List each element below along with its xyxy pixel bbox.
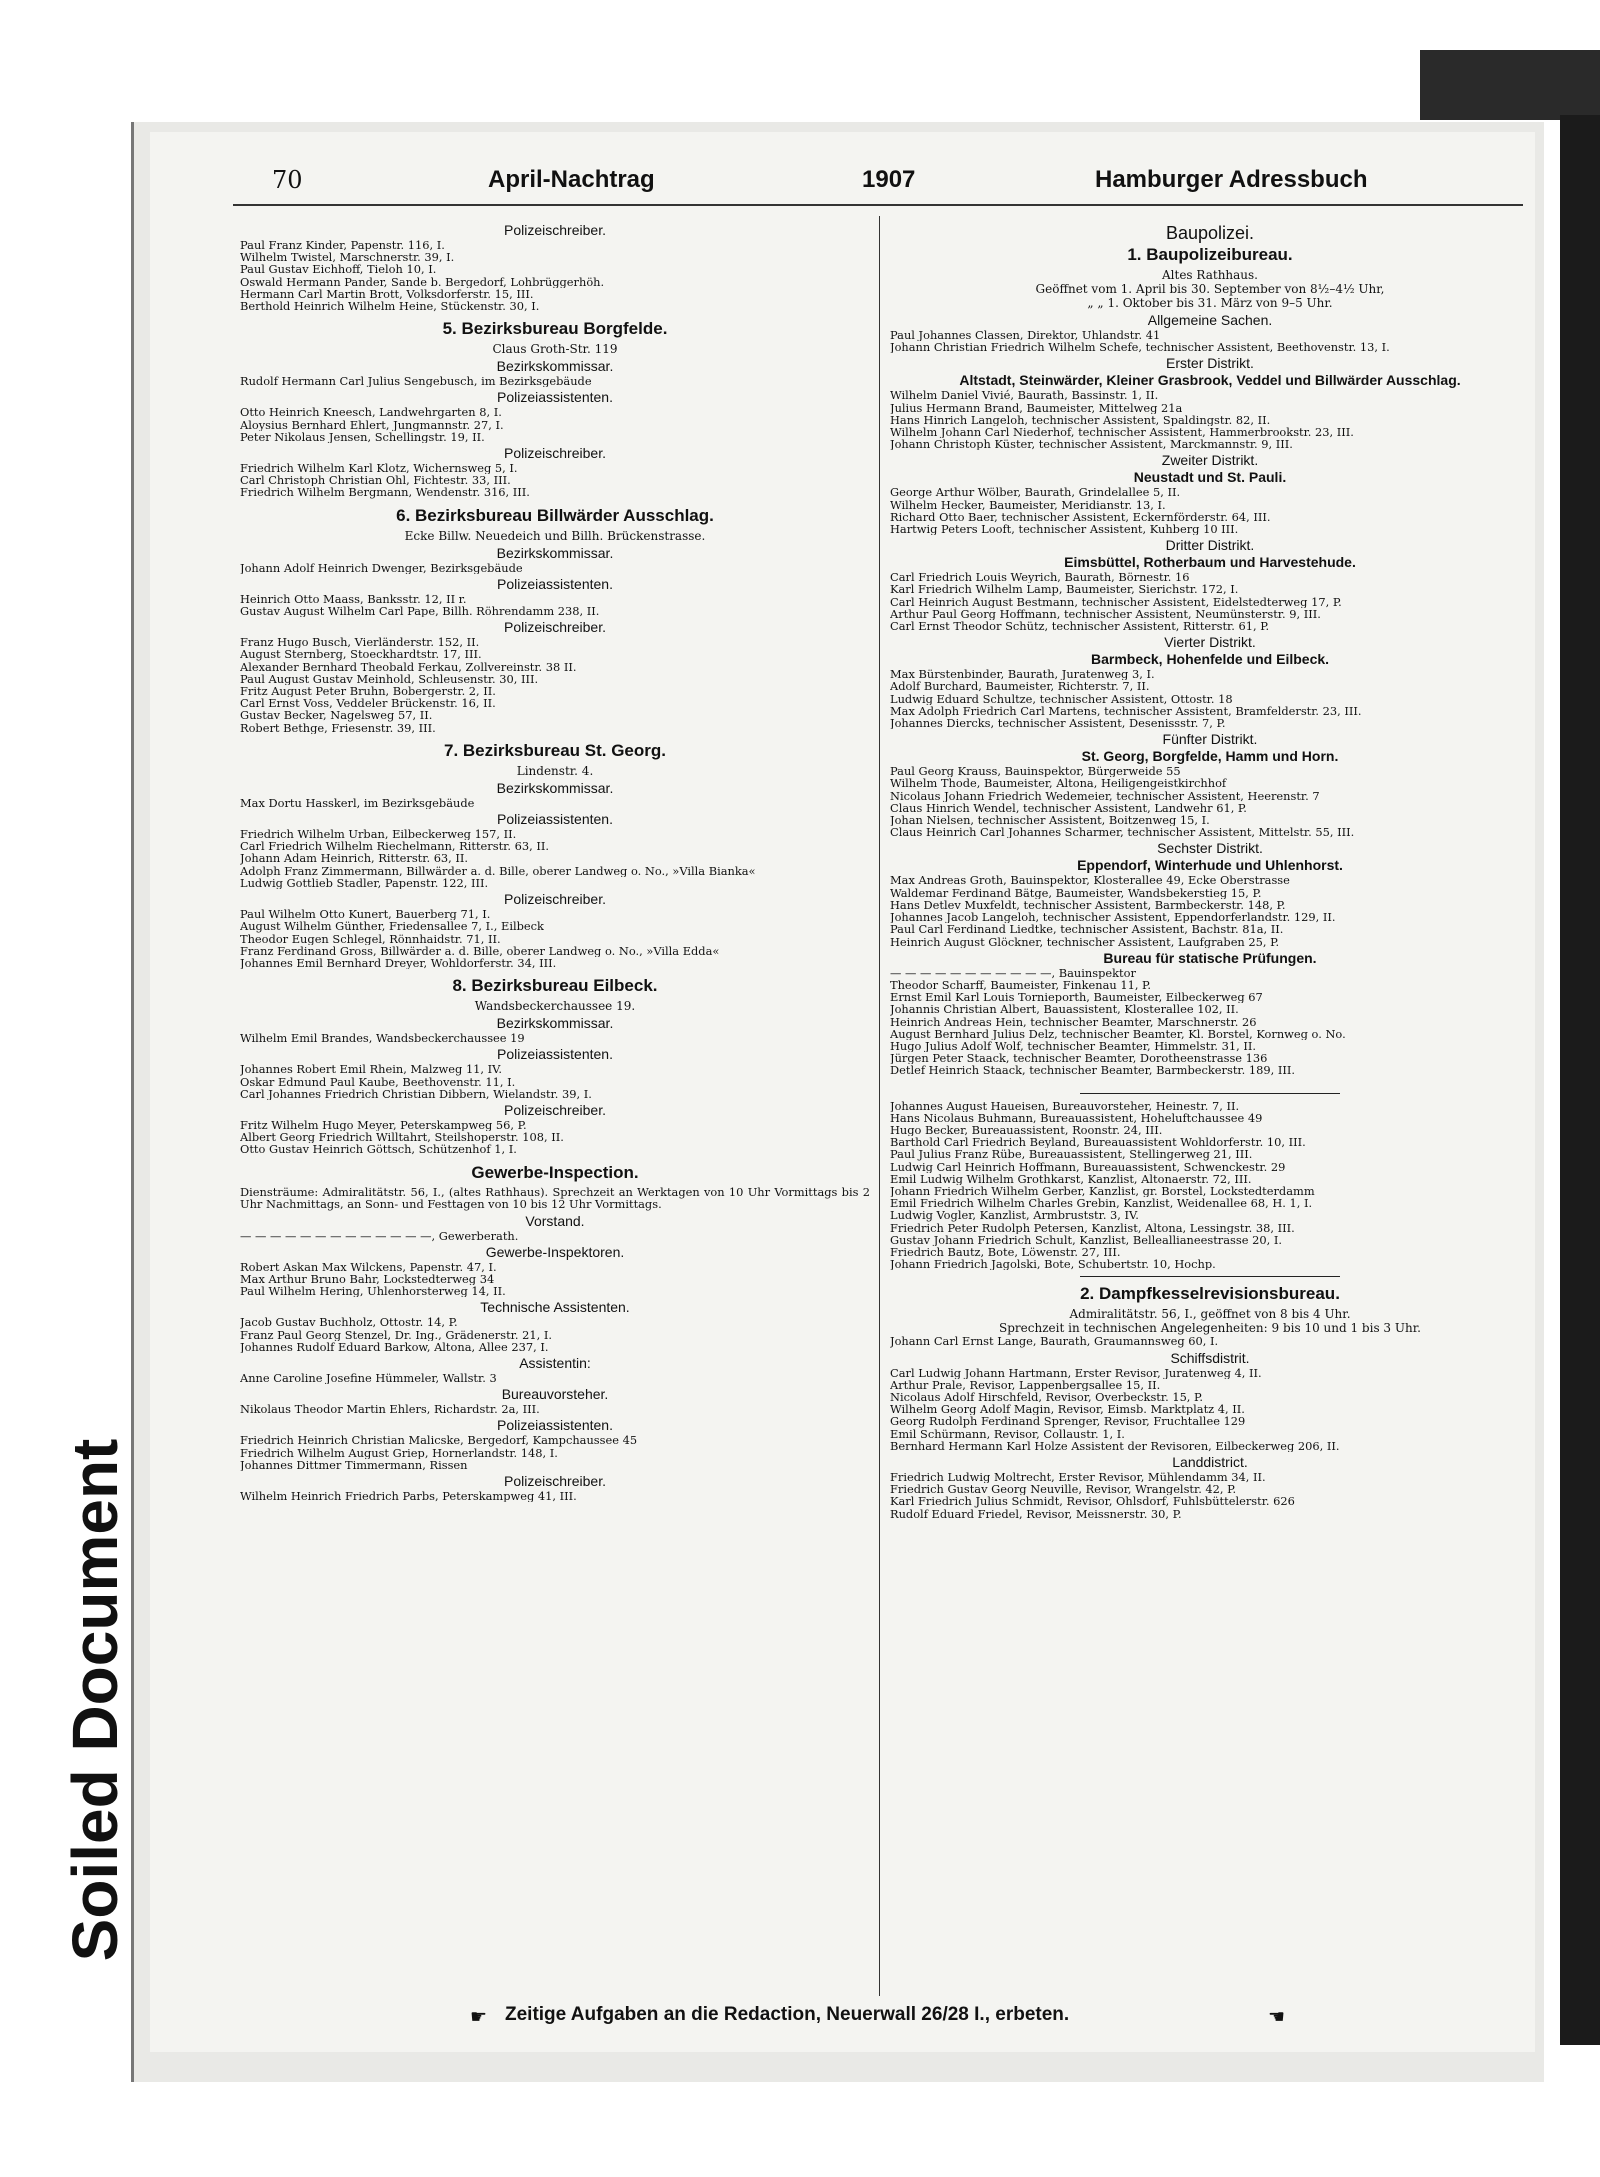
list-item: Ludwig Carl Heinrich Hoffmann, Bureauassistent, Schwenckestr. 29	[890, 1160, 1286, 1173]
section-heading: Polizeischreiber.	[504, 891, 606, 908]
list-item: Franz Hugo Busch, Vierländerstr. 152, II.	[240, 636, 480, 649]
section-heading: Bezirkskommissar.	[496, 544, 614, 561]
list-item: Theodor Eugen Schlegel, Rönnhaidstr. 71, II.	[240, 932, 501, 945]
bureau-address: Ecke Billw. Neuedeich und Billh. Brückenstrasse.	[404, 528, 706, 543]
list-item: Otto Gustav Heinrich Göttsch, Schützenhof 1, I.	[240, 1143, 517, 1156]
list-item: Hartwig Peters Looft, technischer Assistent, Kuhberg 10 III.	[890, 523, 1239, 536]
list-item: Nikolaus Theodor Martin Ehlers, Richardstr. 2a, III.	[240, 1403, 540, 1416]
list-item: Max Arthur Bruno Bahr, Lockstedterweg 34	[240, 1272, 495, 1286]
list-item: Albert Georg Friedrich Willtahrt, Steilshoperstr. 108, II.	[240, 1131, 564, 1144]
office-hours-text: Diensträume: Admiralitätstr. 56, I., (altes Rathhaus). Sprechzeit an Werktagen von 10 Uhr Vormittags bis 2 Uhr Nachmittags, an Sonn- und Festtagen von 10 bis 12 Uhr Vormittags.	[240, 1184, 870, 1212]
entry-list	[890, 1367, 1530, 1452]
section-heading: Schiffsdistrit.	[1170, 1349, 1250, 1366]
list-item: Alexander Bernhard Theobald Ferkau, Zollvereinstr. 38 II.	[240, 660, 577, 673]
list-item: Johannes Emil Bernhard Dreyer, Wohldorferstr. 34, III.	[240, 956, 557, 970]
list-item: Carl Ludwig Johann Hartmann, Erster Revisor, Juratenweg 4, II.	[890, 1366, 1262, 1379]
section-heading: Landdistrict.	[1172, 1454, 1248, 1470]
list-item: Anne Caroline Josefine Hümmeler, Wallstr. 3	[240, 1371, 497, 1385]
list-item: Friedrich Heinrich Christian Malicske, Bergedorf, Kampchaussee 45	[240, 1434, 638, 1447]
section-heading: Polizeiassistenten.	[497, 811, 613, 828]
list-item: Wilhelm Hecker, Baumeister, Meridianstr. 13, I.	[890, 498, 1166, 511]
book-title: Hamburger Adressbuch	[1095, 166, 1368, 193]
list-item: Johannes Robert Emil Rhein, Malzweg 11, IV.	[240, 1063, 503, 1076]
list-item: Johannes Rudolf Eduard Barkow, Altona, Allee 237, I.	[240, 1340, 549, 1353]
list-item: George Arthur Wölber, Baurath, Grindelallee 5, II.	[890, 486, 1181, 499]
list-item: Johan Nielsen, technischer Assistent, Boitzenweg 15, I.	[890, 814, 1210, 827]
list-item: Gustav August Wilhelm Carl Pape, Billh. Röhrendamm 238, II.	[240, 605, 600, 618]
bureau-heading: 5. Bezirksbureau Borgfelde.	[442, 319, 668, 339]
header-rule	[233, 204, 1523, 206]
section-heading: Polizeiassistenten.	[497, 575, 613, 592]
entry-list	[890, 1471, 1530, 1520]
bureau-address: Wandsbeckerchaussee 19.	[474, 999, 636, 1014]
list-item: Johannes Jacob Langeloh, technischer Assistent, Eppendorferlandstr. 129, II.	[890, 911, 1336, 924]
list-item: Carl Heinrich August Bestmann, technischer Assistent, Eidelstedterweg 17, P.	[890, 595, 1342, 608]
list-item: Carl Friedrich Wilhelm Riechelmann, Ritterstr. 63, II.	[240, 840, 549, 853]
district-area: Altstadt, Steinwärder, Kleiner Grasbrook, Veddel und Billwärder Ausschlag.	[959, 372, 1461, 389]
list-item: Emil Schürmann, Revisor, Collaustr. 1, I.	[890, 1427, 1125, 1440]
scan-edge-shadow	[1560, 115, 1600, 2045]
entry-list	[240, 462, 870, 499]
district-heading: Fünfter Distrikt.	[1162, 731, 1258, 748]
list-item: Otto Heinrich Kneesch, Landwehrgarten 8, I.	[240, 406, 502, 419]
list-item: Peter Nikolaus Jensen, Schellingstr. 19, II.	[240, 430, 485, 444]
office-hours: Sprechzeit in technischen Angelegenheiten: 9 bis 10 und 1 bis 3 Uhr.	[999, 1321, 1421, 1336]
entry-list	[240, 1063, 870, 1100]
section-heading: Technische Assistenten.	[480, 1299, 630, 1316]
list-item: Arthur Prale, Revisor, Lappenbergsallee 15, II.	[890, 1378, 1161, 1391]
entry-list	[240, 908, 870, 969]
district-heading: Erster Distrikt.	[1166, 355, 1254, 372]
list-item: Emil Ludwig Wilhelm Grothkarst, Kanzlist, Altonaerstr. 72, III.	[890, 1172, 1252, 1185]
list-item: Oswald Hermann Pander, Sande b. Bergedorf, Lohbrüggerhöh.	[240, 275, 605, 288]
entry-list	[240, 1316, 870, 1353]
section-heading: Polizeischreiber.	[504, 1472, 606, 1489]
section-title: April-Nachtrag	[488, 166, 655, 193]
list-item: Wilhelm Daniel Vivié, Baurath, Bassinstr. 1, II.	[890, 389, 1159, 402]
list-item: Paul Carl Ferdinand Liedtke, technischer Assistent, Bachstr. 81a, II.	[890, 923, 1284, 936]
list-item: Johann Carl Ernst Lange, Baurath, Graumannsweg 60, I.	[890, 1335, 1219, 1348]
list-item: Karl Friedrich Wilhelm Lamp, Baumeister, Sierichstr. 172, I.	[890, 583, 1239, 596]
bureau-address: Admiralitätstr. 56, I., geöffnet von 8 bis 4 Uhr.	[1069, 1307, 1351, 1322]
list-item: Richard Otto Baer, technischer Assistent, Eckernförderstr. 64, III.	[890, 510, 1271, 524]
year: 1907	[862, 166, 916, 193]
section-heading: Polizeiassistenten.	[497, 1046, 613, 1063]
list-item: Max Dortu Hasskerl, im Bezirksgebäude	[240, 796, 475, 810]
section-heading: Polizeischreiber.	[504, 222, 606, 238]
entry-list	[240, 1261, 870, 1298]
list-item: Oskar Edmund Paul Kaube, Beethovenstr. 11, I.	[240, 1075, 516, 1088]
list-item: Max Adolph Friedrich Carl Martens, technischer Assistent, Bramfelderstr. 23, III.	[890, 704, 1362, 718]
list-item: Ludwig Gottlieb Stadler, Papenstr. 122, III.	[240, 876, 489, 890]
list-item: Hans Detlev Muxfeldt, technischer Assistent, Barmbeckerstr. 148, P.	[890, 898, 1286, 912]
pointing-hand-icon: ☛	[470, 2006, 488, 2028]
entry-list	[890, 765, 1530, 838]
list-item: August Wilhelm Günther, Friedensallee 7, I., Eilbeck	[240, 920, 544, 933]
list-item: — — — — — — — — — — — — —, Gewerberath.	[240, 1229, 519, 1242]
divider	[1080, 1093, 1340, 1094]
list-item: Carl Ernst Theodor Schütz, technischer Assistent, Ritterstr. 61, P.	[890, 620, 1270, 633]
list-item: Jürgen Peter Staack, technischer Beamter, Dorotheenstrasse 136	[890, 1052, 1268, 1065]
list-item: Hans Hinrich Langeloh, technischer Assistent, Spaldingstr. 82, II.	[890, 413, 1271, 427]
list-item: Rudolf Hermann Carl Julius Sengebusch, im Bezirksgebäude	[240, 375, 592, 388]
list-item: Aloysius Bernhard Ehlert, Jungmannstr. 27, I.	[240, 418, 504, 431]
list-item: Detlef Heinrich Staack, technischer Beamter, Barmbeckerstr. 189, III.	[890, 1064, 1295, 1077]
bureau-heading: 1. Baupolizeibureau.	[1127, 245, 1293, 264]
list-item: Franz Ferdinand Gross, Billwärder a. d. Bille, oberer Landweg o. No., »Villa Edda«	[240, 944, 720, 957]
list-item: Johann Christian Friedrich Wilhelm Schefe, technischer Assistent, Beethovenstr. 13, I.	[890, 341, 1390, 354]
entry-list	[890, 874, 1530, 947]
list-item: Johannes Diercks, technischer Assistent, Desenissstr. 7, P.	[890, 717, 1226, 730]
section-heading: Baupolizei.	[1165, 223, 1255, 243]
list-item: Adolph Franz Zimmermann, Billwärder a. d. Bille, oberer Landweg o. No., »Villa Bianka«	[240, 864, 756, 877]
section-heading: Bezirkskommissar.	[496, 358, 614, 375]
district-heading: Vierter Distrikt.	[1164, 634, 1256, 651]
list-item: Max Bürstenbinder, Baurath, Juratenweg 3, I.	[890, 668, 1155, 681]
list-item: Robert Bethge, Friesenstr. 39, III.	[240, 721, 436, 734]
list-item: August Sternberg, Stoeckhardtstr. 17, III.	[240, 648, 482, 661]
list-item: Bernhard Hermann Karl Holze Assistent der Revisoren, Eilbeckerweg 206, II.	[890, 1439, 1340, 1452]
entry-list	[890, 571, 1530, 632]
list-item: Wilhelm Emil Brandes, Wandsbeckerchaussee 19	[240, 1032, 525, 1045]
section-heading: Polizeischreiber.	[504, 1101, 606, 1118]
bureau-address: Claus Groth-Str. 119	[492, 342, 618, 357]
list-item: Gustav Becker, Nagelsweg 57, II.	[240, 709, 433, 722]
list-item: Ernst Emil Karl Louis Tornieporth, Baumeister, Eilbeckerweg 67	[890, 991, 1263, 1004]
list-item: Wilhelm Heinrich Friedrich Parbs, Peterskampweg 41, III.	[240, 1489, 577, 1503]
list-item: Carl Friedrich Louis Weyrich, Baurath, Börnestr. 16	[890, 571, 1190, 584]
list-item: Nicolaus Johann Friedrich Wedemeier, technischer Assistent, Heerenstr. 7	[890, 789, 1320, 802]
list-item: Waldemar Ferdinand Bätge, Baumeister, Wandsbekerstieg 15, P.	[890, 886, 1262, 899]
office-hours: Geöffnet vom 1. April bis 30. September von 8½–4½ Uhr,	[1035, 282, 1385, 296]
district-area: Eppendorf, Winterhude und Uhlenhorst.	[1077, 857, 1343, 874]
list-item: Rudolf Eduard Friedel, Revisor, Meissnerstr. 30, P.	[890, 1507, 1182, 1520]
list-item: Wilhelm Twistel, Marschnerstr. 39, I.	[240, 251, 455, 264]
page-number: 70	[272, 166, 303, 194]
bureau-address: Lindenstr. 4.	[516, 763, 594, 778]
list-item: Wilhelm Johann Carl Niederhof, technischer Assistent, Hammerbrookstr. 23, III.	[890, 426, 1354, 439]
section-heading: Allgemeine Sachen.	[1147, 312, 1273, 328]
section-heading: Polizeischreiber.	[504, 445, 606, 462]
entry-list	[240, 1434, 870, 1471]
soiled-document-label: Soiled Document	[59, 1438, 131, 1962]
list-item: Ludwig Eduard Schultze, technischer Assistent, Ottostr. 18	[890, 692, 1233, 705]
bureau-address: Altes Rathhaus.	[1162, 268, 1258, 282]
list-item: Adolf Burchard, Baumeister, Richterstr. 7, II.	[890, 680, 1150, 693]
section-heading: Assistentin:	[519, 1354, 591, 1371]
list-item: August Bernhard Julius Delz, technischer Beamter, Kl. Borstel, Kornweg o. No.	[890, 1027, 1346, 1040]
list-item: Friedrich Wilhelm Karl Klotz, Wichernsweg 5, I.	[240, 462, 518, 475]
bureau-heading: Gewerbe-Inspection.	[471, 1162, 639, 1182]
list-item: Paul Johannes Classen, Direktor, Uhlandstr. 41	[890, 329, 1161, 342]
list-item: Friedrich Gustav Georg Neuville, Revisor, Wrangelstr. 42, P.	[890, 1483, 1237, 1496]
list-item: Fritz Wilhelm Hugo Meyer, Peterskampweg 56, P.	[240, 1118, 527, 1132]
district-heading: Zweiter Distrikt.	[1161, 452, 1259, 469]
list-item: Johann Friedrich Jagolski, Bote, Schubertstr. 10, Hochp.	[890, 1258, 1216, 1271]
scan-background	[1420, 50, 1600, 120]
list-item: Friedrich Bautz, Bote, Löwenstr. 27, III.	[890, 1245, 1121, 1259]
list-item: Theodor Scharff, Baumeister, Finkenau 11, P.	[890, 978, 1152, 992]
right-column	[890, 220, 1530, 1520]
pointing-hand-icon: ☚	[1268, 2006, 1286, 2028]
list-item: Gustav Johann Friedrich Schult, Kanzlist, Belleallianeestrasse 20, I.	[890, 1233, 1282, 1246]
list-item: Johannes August Haueisen, Bureauvorsteher, Heinestr. 7, II.	[890, 1099, 1240, 1112]
entry-list	[890, 668, 1530, 729]
section-heading: Bureau für statische Prüfungen.	[1103, 949, 1317, 966]
list-item: Friedrich Wilhelm Bergmann, Wendenstr. 316, III.	[240, 486, 530, 499]
list-item: Paul August Gustav Meinhold, Schleusenstr. 30, III.	[240, 672, 539, 686]
list-item: Georg Rudolph Ferdinand Sprenger, Revisor, Fruchtallee 129	[890, 1415, 1246, 1428]
bureau-heading: 8. Bezirksbureau Eilbeck.	[452, 976, 658, 996]
list-item: Julius Hermann Brand, Baumeister, Mittelweg 21a	[890, 401, 1183, 414]
entry-list	[240, 828, 870, 889]
list-item: Paul Gustav Eichhoff, Tieloh 10, I.	[240, 263, 437, 276]
district-area: Eimsbüttel, Rotherbaum und Harvestehude.	[1064, 554, 1356, 571]
list-item: Claus Hinrich Wendel, technischer Assistent, Landwehr 61, P.	[890, 801, 1247, 815]
section-heading: Polizeiassistenten.	[497, 1417, 613, 1434]
list-item: Hermann Carl Martin Brott, Volksdorferstr. 15, III.	[240, 287, 534, 301]
list-item: Wilhelm Thode, Baumeister, Altona, Heiligengeistkirchhof	[890, 777, 1227, 790]
list-item: Barthold Carl Friedrich Beyland, Bureauassistent Wohldorferstr. 10, III.	[890, 1136, 1306, 1149]
list-item: Friedrich Ludwig Moltrecht, Erster Revisor, Mühlendamm 34, II.	[890, 1471, 1266, 1484]
list-item: Friedrich Wilhelm Urban, Eilbeckerweg 157, II.	[240, 828, 517, 841]
list-item: Carl Christoph Christian Ohl, Fichtestr. 33, III.	[240, 474, 511, 487]
list-item: Johann Adolf Heinrich Dwenger, Bezirksgebäude	[240, 561, 523, 574]
list-item: Heinrich Otto Maass, Banksstr. 12, II r.	[240, 592, 467, 606]
entry-list	[240, 239, 870, 312]
list-item: Carl Ernst Voss, Veddeler Brückenstr. 16, II.	[240, 697, 496, 710]
footer-notice: Zeitige Aufgaben an die Redaction, Neuerwall 26/28 I., erbeten.	[505, 2004, 1070, 2025]
list-item: Hugo Becker, Bureauassistent, Roonstr. 24, III.	[890, 1123, 1163, 1137]
bureau-heading: 7. Bezirksbureau St. Georg.	[443, 740, 666, 760]
list-item: Arthur Paul Georg Hoffmann, technischer Assistent, Neumünsterstr. 9, III.	[890, 607, 1321, 621]
list-item: Fritz August Peter Bruhn, Bobergerstr. 2, II.	[240, 685, 496, 698]
entry-list	[890, 486, 1530, 535]
office-hours: „ „ 1. Oktober bis 31. März von 9–5 Uhr.	[1087, 296, 1333, 310]
district-heading: Sechster Distrikt.	[1157, 840, 1263, 857]
list-item: Paul Wilhelm Hering, Uhlenhorsterweg 14, II.	[240, 1285, 506, 1298]
list-item: Carl Johannes Friedrich Christian Dibbern, Wielandstr. 39, I.	[240, 1087, 592, 1100]
list-item: Berthold Heinrich Wilhelm Heine, Stückenstr. 30, I.	[240, 300, 540, 313]
district-area: Barmbeck, Hohenfelde und Eilbeck.	[1090, 651, 1330, 668]
list-item: Johannis Christian Albert, Bauassistent, Klosterallee 102, II.	[890, 1003, 1239, 1016]
list-item: Claus Heinrich Carl Johannes Scharmer, technischer Assistent, Mittelstr. 55, III.	[890, 826, 1355, 839]
list-item: Franz Paul Georg Stenzel, Dr. Ing., Grädenerstr. 21, I.	[240, 1328, 552, 1341]
list-item: Robert Askan Max Wilckens, Papenstr. 47, I.	[240, 1260, 497, 1273]
list-item: Johann Christoph Küster, technischer Assistent, Marckmannstr. 9, III.	[890, 438, 1293, 451]
section-heading: Vorstand.	[525, 1212, 585, 1229]
list-item: Nicolaus Adolf Hirschfeld, Revisor, Overbeckstr. 15, P.	[890, 1390, 1204, 1404]
list-item: Hans Nicolaus Buhmann, Bureauassistent, Hoheluftchaussee 49	[890, 1111, 1263, 1124]
entry-list	[890, 967, 1530, 1077]
divider	[1080, 1276, 1340, 1277]
section-heading: Bezirkskommissar.	[496, 1015, 614, 1032]
list-item: Johann Adam Heinrich, Ritterstr. 63, II.	[240, 852, 469, 865]
list-item: Paul Georg Krauss, Bauinspektor, Bürgerweide 55	[890, 765, 1181, 778]
list-item: Wilhelm Georg Adolf Magin, Revisor, Eimsb. Marktplatz 4, II.	[890, 1403, 1245, 1416]
list-item: Friedrich Wilhelm August Griep, Hornerlandstr. 148, I.	[240, 1446, 558, 1459]
bureau-heading: 2. Dampfkesselrevisionsbureau.	[1080, 1284, 1340, 1304]
list-item: Hugo Julius Adolf Wolf, technischer Beamter, Himmelstr. 31, II.	[890, 1039, 1256, 1053]
list-item: Heinrich Andreas Hein, technischer Beamter, Marschnerstr. 26	[890, 1015, 1257, 1028]
section-heading: Bezirkskommissar.	[496, 779, 614, 796]
entry-list	[240, 636, 870, 734]
entry-list	[890, 1100, 1530, 1271]
section-heading: Bureauvorsteher.	[501, 1386, 609, 1403]
list-item: Johann Friedrich Wilhelm Gerber, Kanzlist, gr. Borstel, Lockstedterdamm	[890, 1184, 1315, 1198]
list-item: Paul Julius Franz Rübe, Bureauassistent, Stellingerweg 21, III.	[890, 1148, 1253, 1161]
entry-list	[240, 593, 870, 617]
section-heading: Polizeischreiber.	[504, 619, 606, 636]
entry-list	[240, 1119, 870, 1156]
district-area: Neustadt und St. Pauli.	[1133, 469, 1287, 486]
list-item: Emil Friedrich Wilhelm Charles Grebin, Kanzlist, Weidenallee 68, H. 1, I.	[890, 1197, 1313, 1210]
list-item: Paul Wilhelm Otto Kunert, Bauerberg 71, I.	[240, 908, 491, 921]
entry-list	[240, 406, 870, 443]
spacer	[890, 1077, 1530, 1087]
list-item: Ludwig Vogler, Kanzlist, Armbruststr. 3, IV.	[890, 1209, 1139, 1222]
district-heading: Dritter Distrikt.	[1165, 537, 1255, 554]
section-heading: Polizeiassistenten.	[497, 389, 613, 406]
list-item: Karl Friedrich Julius Schmidt, Revisor, Ohlsdorf, Fuhlsbüttelerstr. 626	[890, 1495, 1295, 1508]
entry-list	[890, 329, 1530, 353]
entry-list	[890, 389, 1530, 450]
list-item: Friedrich Peter Rudolph Petersen, Kanzlist, Altona, Lessingstr. 38, III.	[890, 1221, 1295, 1234]
list-item: Jacob Gustav Buchholz, Ottostr. 14, P.	[240, 1316, 458, 1329]
left-column	[240, 220, 870, 1502]
list-item: Paul Franz Kinder, Papenstr. 116, I.	[240, 239, 445, 252]
list-item: Max Andreas Groth, Bauinspektor, Klosterallee 49, Ecke Oberstrasse	[890, 874, 1290, 887]
list-item: — — — — — — — — — — —, Bauinspektor	[890, 966, 1136, 979]
column-divider	[879, 216, 880, 1996]
district-area: St. Georg, Borgfelde, Hamm und Horn.	[1081, 748, 1339, 765]
list-item: Johannes Dittmer Timmermann, Rissen	[240, 1458, 468, 1471]
section-heading: Gewerbe-Inspektoren.	[485, 1243, 625, 1260]
bureau-heading: 6. Bezirksbureau Billwärder Ausschlag.	[396, 505, 714, 525]
list-item: Heinrich August Glöckner, technischer Assistent, Laufgraben 25, P.	[890, 935, 1280, 948]
